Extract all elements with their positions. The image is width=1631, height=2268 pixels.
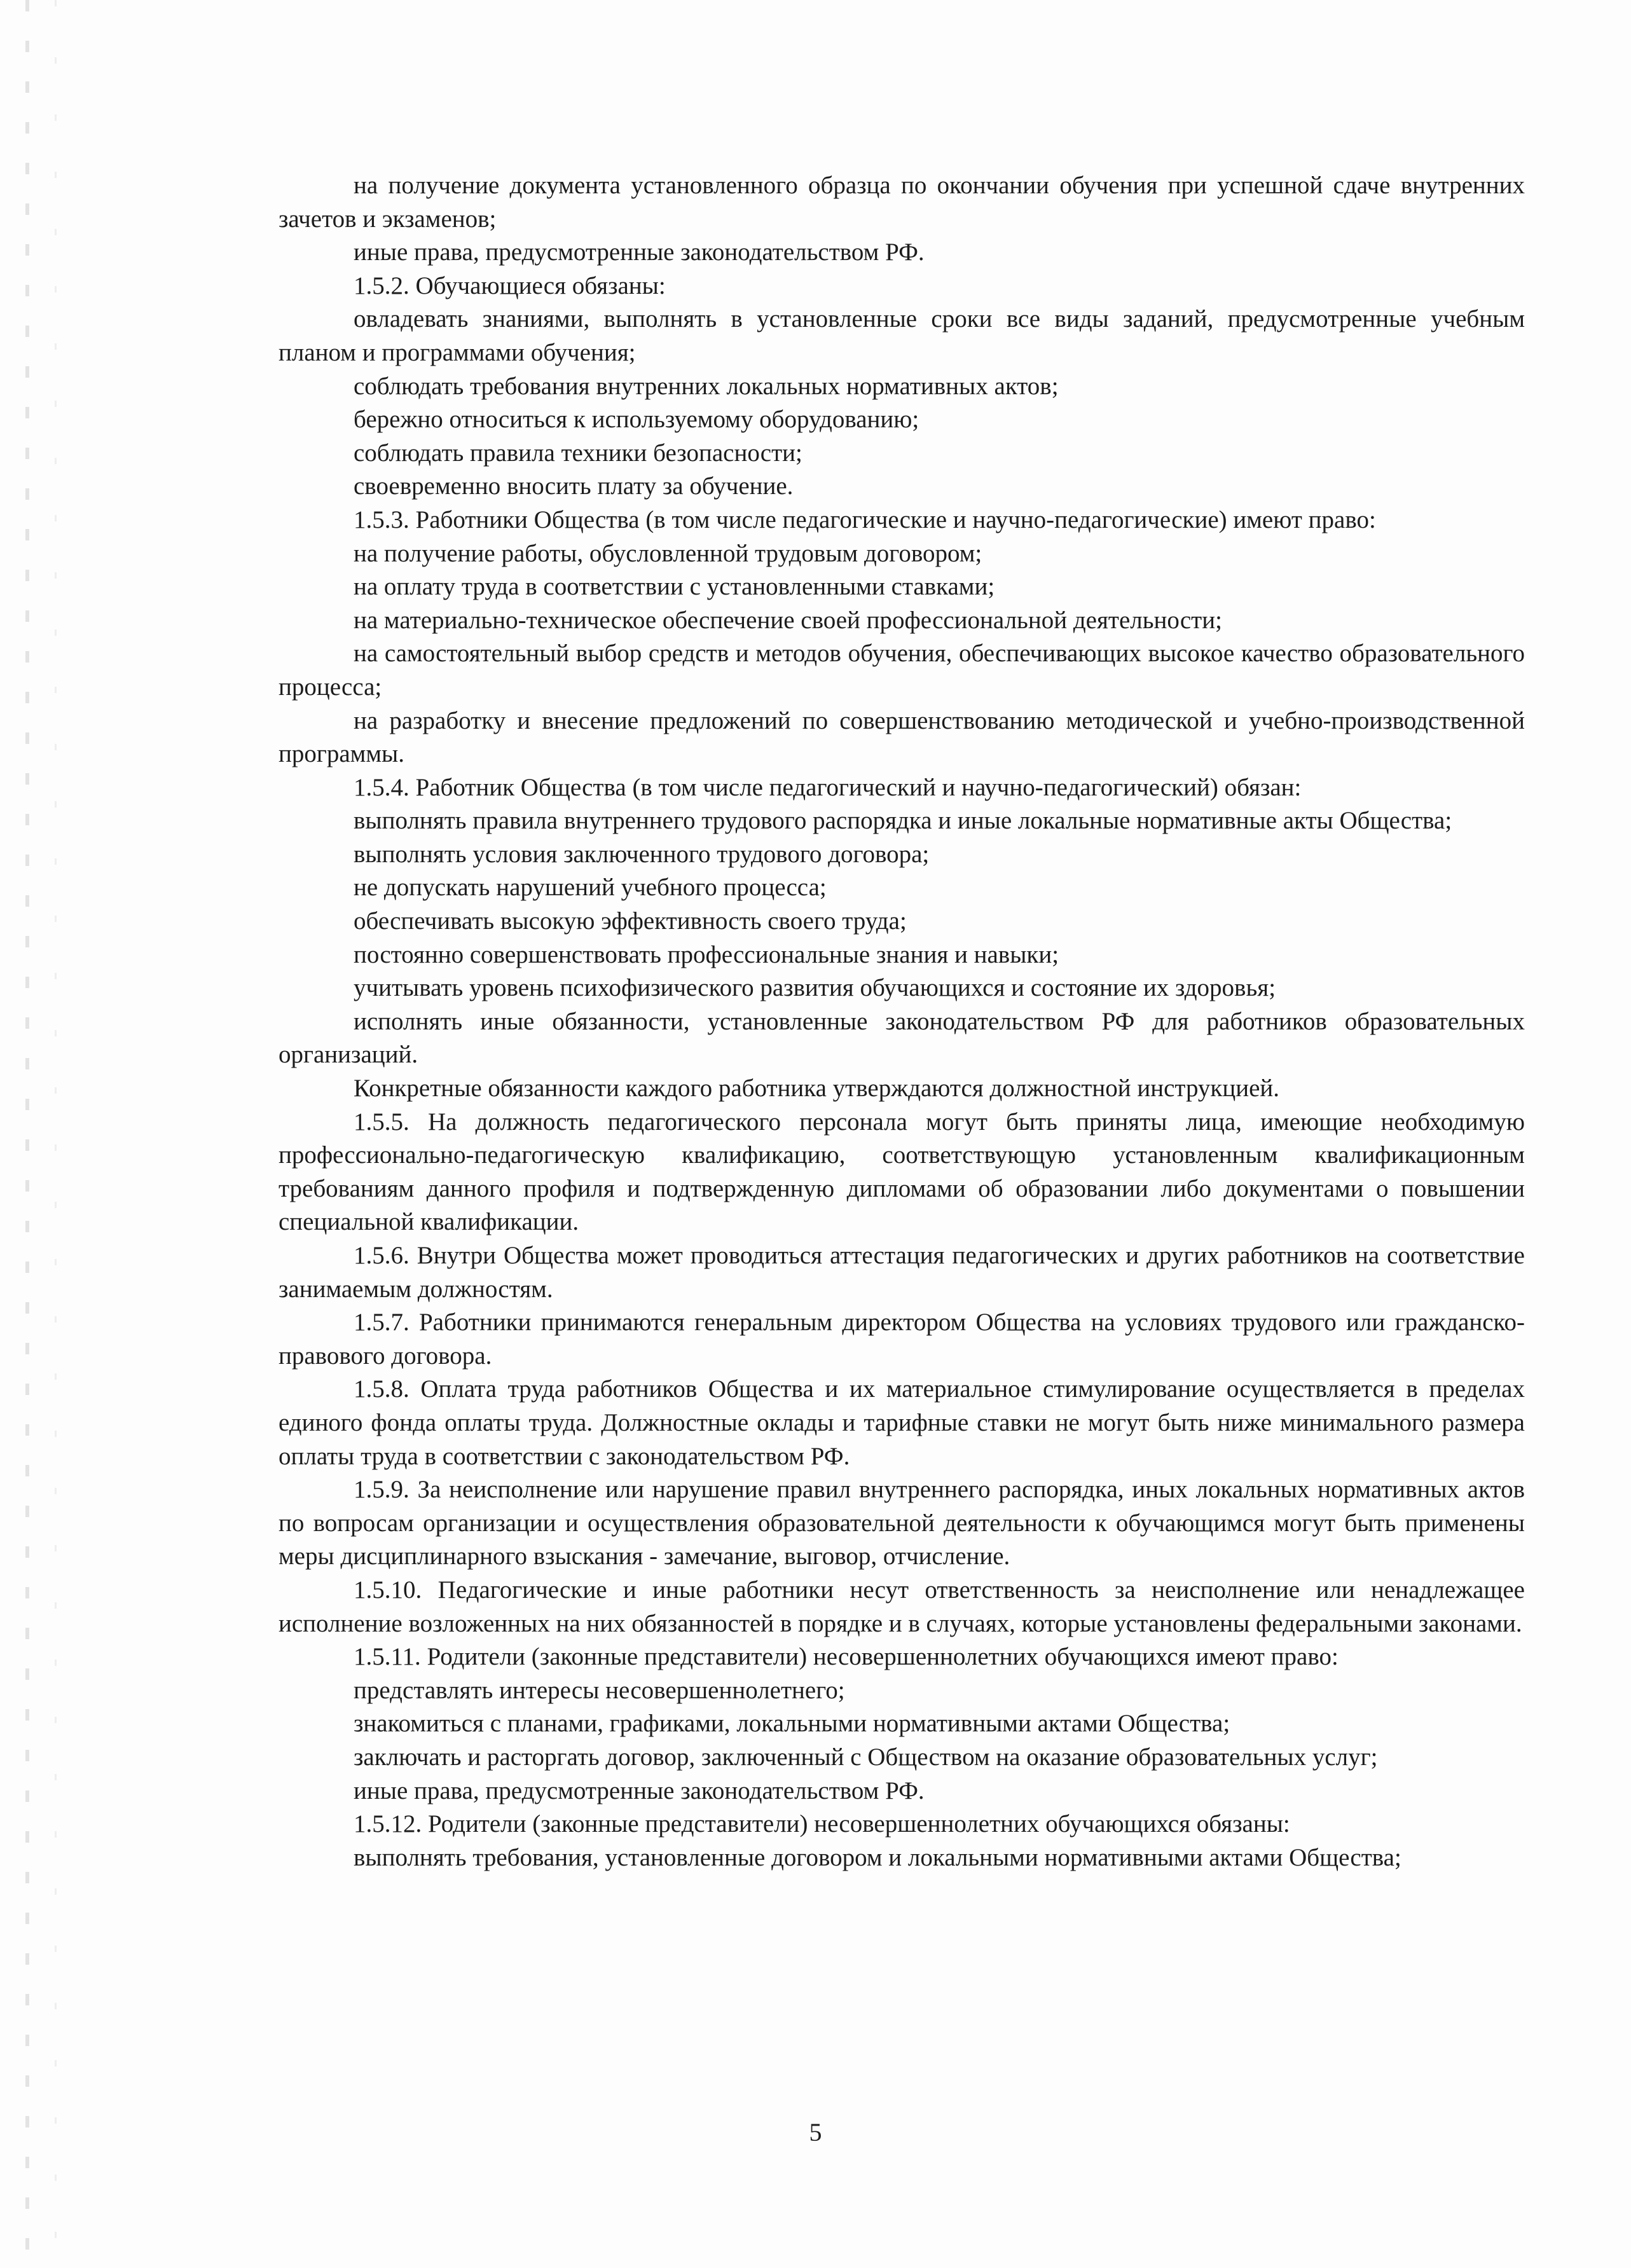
paragraph: 1.5.8. Оплата труда работников Общества и их материальное стимулирование осуществляется в пределах единого фонда оплаты труда. Должностные оклады и тарифные ставки не могут быть ниже минимального размера оплаты труда в соответствии с законодательством РФ. xyxy=(279,1375,1525,1470)
paragraph: исполнять иные обязанности, установленные законодательством РФ для работников образовательных организаций. xyxy=(279,1007,1525,1069)
paragraph: 1.5.5. На должность педагогического персонала могут быть приняты лица, имеющие необходимую профессионально-педагогическую квалификацию, соответствующую установленным квалификационным требованиям данного профиля и подтвержденную дипломами об образовании либо документами о повышении специальной квалификации. xyxy=(279,1108,1525,1236)
paragraph: постоянно совершенствовать профессиональные знания и навыки; xyxy=(354,940,1059,968)
paragraph: 1.5.12. Родители (законные представители) несовершеннолетних обучающихся обязаны: xyxy=(354,1810,1290,1838)
paragraph: выполнять правила внутреннего трудового распорядка и иные локальные нормативные акты Общества; xyxy=(354,807,1452,835)
scan-edge-artifact xyxy=(25,0,29,2268)
paragraph: на получение работы, обусловленной трудовым договором; xyxy=(354,539,982,567)
paragraph: заключать и расторгать договор, заключенный с Обществом на оказание образовательных услуг; xyxy=(354,1743,1378,1771)
paragraph: 1.5.3. Работники Общества (в том числе педагогические и научно-педагогические) имеют право: xyxy=(354,505,1376,533)
paragraph: 1.5.10. Педагогические и иные работники несут ответственность за неисполнение или ненадлежащее исполнение возложенных на них обязанностей в порядке и в случаях, которые установлены федеральными законами. xyxy=(279,1576,1525,1637)
paragraph: выполнять условия заключенного трудового договора; xyxy=(354,840,930,868)
paragraph: овладевать знаниями, выполнять в установленные сроки все виды заданий, предусмотренные учебным планом и программами обучения; xyxy=(279,305,1525,366)
paragraph: бережно относиться к используемому оборудованию; xyxy=(354,406,919,434)
paragraph: 1.5.4. Работник Общества (в том числе педагогический и научно-педагогический) обязан: xyxy=(354,773,1302,801)
paragraph: представлять интересы несовершеннолетнего; xyxy=(354,1676,845,1704)
paragraph: иные права, предусмотренные законодательством РФ. xyxy=(354,238,925,266)
paragraph: на самостоятельный выбор средств и методов обучения, обеспечивающих высокое качество образовательного процесса; xyxy=(279,640,1525,701)
paragraph: 1.5.6. Внутри Общества может проводиться аттестация педагогических и других работников на соответствие занимаемым должностям. xyxy=(279,1242,1525,1303)
paragraph: соблюдать правила техники безопасности; xyxy=(354,439,802,467)
paragraph: на разработку и внесение предложений по совершенствованию методической и учебно-производственной программы. xyxy=(279,706,1525,768)
paragraph: 1.5.2. Обучающиеся обязаны: xyxy=(354,271,666,299)
paragraph: знакомиться с планами, графиками, локальными нормативными актами Общества; xyxy=(354,1710,1230,1738)
paragraph: иные права, предусмотренные законодательством РФ. xyxy=(354,1777,925,1804)
paragraph: 1.5.9. За неисполнение или нарушение правил внутреннего распорядка, иных локальных нормативных актов по вопросам организации и осуществления образовательной деятельности к обучающимся могут быть применены меры дисциплинарного взыскания - замечание, выговор, отчисление. xyxy=(279,1476,1525,1570)
paragraph: выполнять требования, установленные договором и локальными нормативными актами Общества; xyxy=(354,1843,1401,1871)
paragraph: на материально-техническое обеспечение своей профессиональной деятельности; xyxy=(354,606,1222,634)
paragraph: на оплату труда в соответствии с установленными ставками; xyxy=(354,573,995,601)
paragraph: обеспечивать высокую эффективность своего труда; xyxy=(354,907,907,935)
document-body xyxy=(279,169,1525,1874)
paragraph: 1.5.7. Работники принимаются генеральным директором Общества на условиях трудового или гражданско-правового договора. xyxy=(279,1309,1525,1370)
paragraph: 1.5.11. Родители (законные представители) несовершеннолетних обучающихся имеют право: xyxy=(354,1643,1339,1671)
paragraph: на получение документа установленного образца по окончании обучения при успешной сдаче внутренних зачетов и экзаменов; xyxy=(279,172,1525,233)
page-number: 5 xyxy=(809,2118,822,2147)
paragraph: соблюдать требования внутренних локальных нормативных актов; xyxy=(354,372,1059,400)
paragraph: Конкретные обязанности каждого работника утверждаются должностной инструкцией. xyxy=(354,1075,1280,1103)
paragraph: учитывать уровень психофизического развития обучающихся и состояние их здоровья; xyxy=(354,974,1276,1002)
scan-edge-artifact-secondary xyxy=(55,0,57,2268)
paragraph: своевременно вносить плату за обучение. xyxy=(354,472,794,500)
paragraph: не допускать нарушений учебного процесса; xyxy=(354,874,827,902)
